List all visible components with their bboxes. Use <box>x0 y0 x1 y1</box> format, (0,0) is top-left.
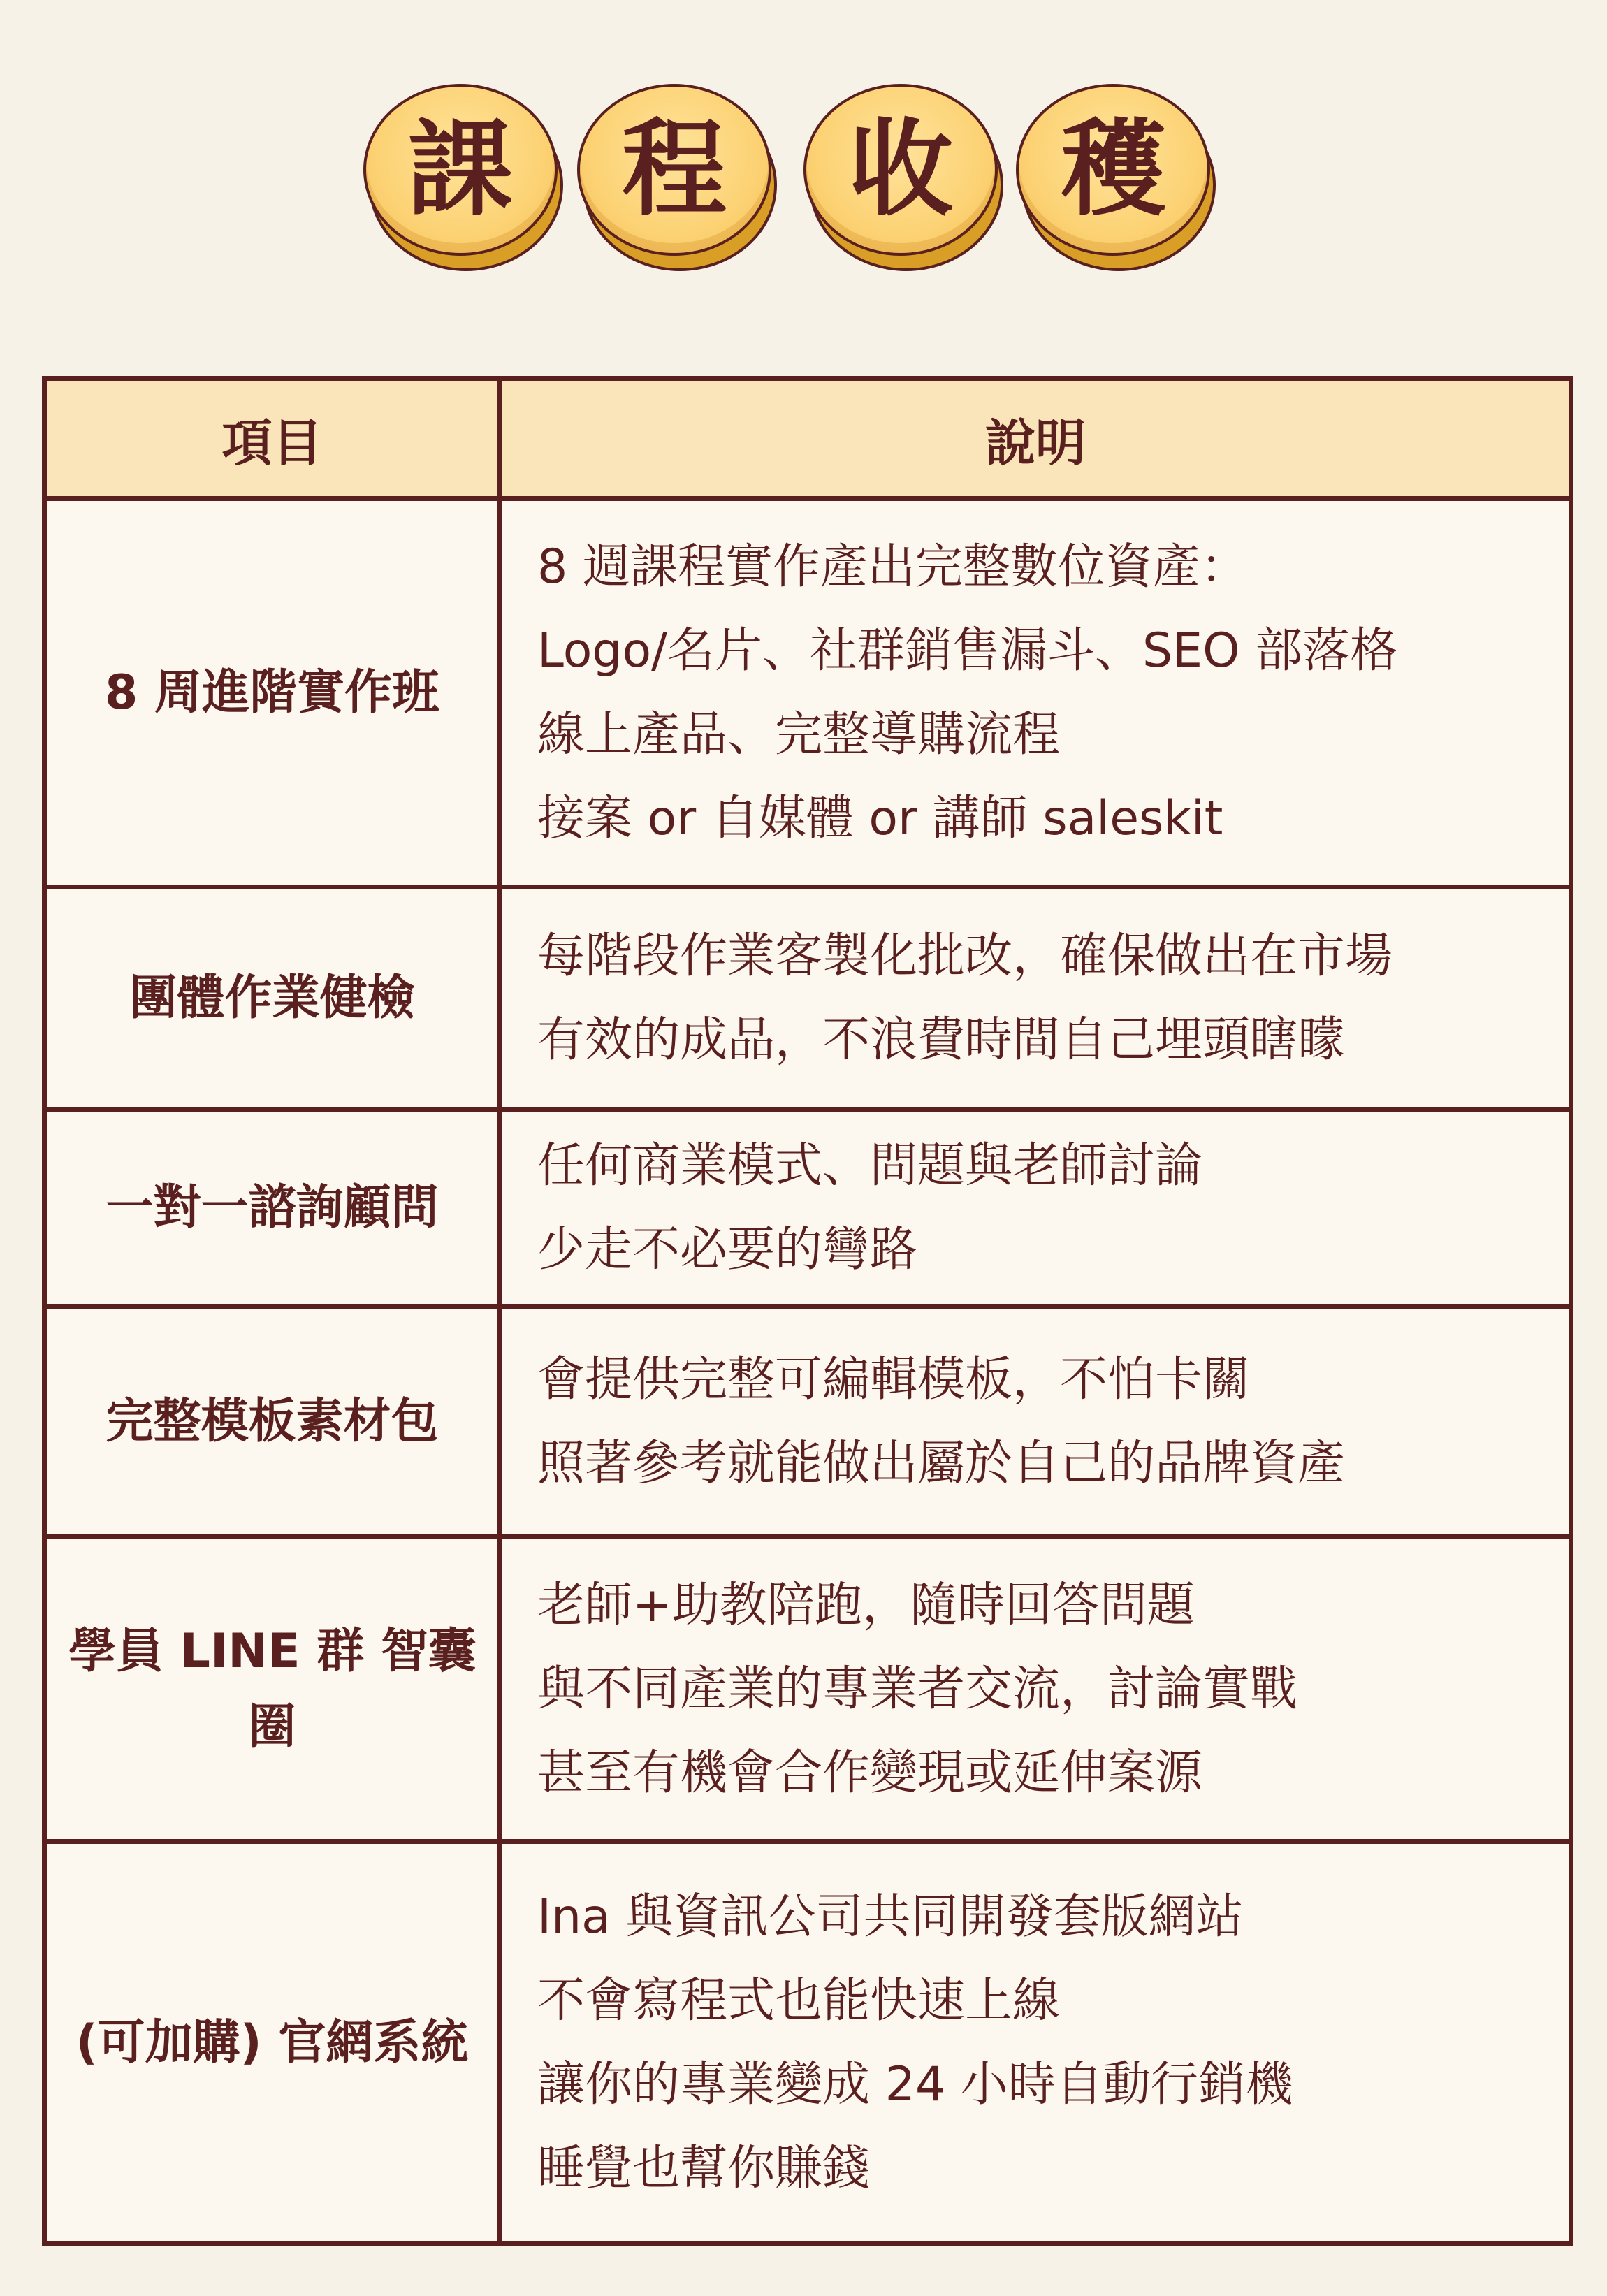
title-char: 課 <box>407 109 513 231</box>
description-line: 與不同產業的專業者交流，討論實戰 <box>537 1661 1298 1717</box>
item-cell <box>45 1110 500 1307</box>
description-cell <box>500 1110 1571 1307</box>
item-label: 智囊圈 <box>248 1623 477 1754</box>
item-cell <box>45 1537 500 1842</box>
title-coin-4 <box>1016 84 1216 271</box>
table-row <box>45 1537 1571 1842</box>
title-coin-3 <box>804 84 1003 271</box>
description-line: 照著參考就能做出屬於自己的品牌資產 <box>537 1435 1346 1491</box>
description-cell <box>500 1307 1571 1537</box>
description-line: 接案 or 自媒體 or 講師 saleskit <box>537 790 1223 846</box>
description-line: 不會寫程式也能快速上線 <box>537 1972 1061 2028</box>
header-item: 項目 <box>45 379 500 499</box>
description-line: 8 週課程實作產出完整數位資產： <box>537 539 1248 595</box>
description-cell <box>500 1537 1571 1842</box>
item-cell <box>45 1307 500 1537</box>
description-line: 線上產品、完整導購流程 <box>537 706 1061 762</box>
table-row <box>45 1307 1571 1537</box>
item-label: 學員 LINE 群 <box>68 1623 365 1679</box>
title-char: 程 <box>621 109 727 231</box>
description-cell <box>500 499 1571 887</box>
description-line: 讓你的專業變成 24 小時自動行銷機 <box>537 2056 1293 2112</box>
item-label: 官網系統 <box>278 2014 469 2070</box>
item-cell <box>45 887 500 1110</box>
description-line: 少走不必要的彎路 <box>537 1221 918 1277</box>
title-coin-2 <box>577 84 777 271</box>
table-row <box>45 1110 1571 1307</box>
title-char: 穫 <box>1060 109 1165 231</box>
description-line: 老師+助教陪跑，隨時回答問題 <box>537 1577 1195 1633</box>
description-line: 每階段作業客製化批改，確保做出在市場 <box>537 928 1393 984</box>
title-char: 收 <box>848 109 953 231</box>
description-line: Logo/名片、社群銷售漏斗、SEO 部落格 <box>537 623 1398 678</box>
item-cell <box>45 499 500 887</box>
item-label: 完整模板素材包 <box>106 1393 439 1449</box>
description-line: 睡覺也幫你賺錢 <box>537 2140 871 2196</box>
table-row <box>45 499 1571 887</box>
header-description: 說明 <box>500 379 1571 499</box>
table-row <box>45 887 1571 1110</box>
description-line: 會提供完整可編輯模板，不怕卡關 <box>537 1351 1251 1407</box>
item-cell <box>45 1842 500 2244</box>
table-header-row <box>45 379 1571 499</box>
description-line: Ina 與資訊公司共同開發套版網站 <box>537 1889 1244 1945</box>
title-coin-1 <box>363 84 563 271</box>
item-label: 一對一諮詢顧問 <box>106 1179 439 1235</box>
description-line: 任何商業模式、問題與老師討論 <box>537 1138 1203 1193</box>
item-label: 團體作業健檢 <box>129 970 415 1026</box>
description-line: 有效的成品，不浪費時間自己埋頭瞎矇 <box>537 1012 1346 1068</box>
course-outcomes-table <box>42 376 1573 2246</box>
table-row <box>45 1842 1571 2244</box>
page-title <box>363 84 1244 286</box>
item-label: (可加購) <box>75 2014 262 2070</box>
description-line: 甚至有機會合作變現或延伸案源 <box>537 1745 1203 1801</box>
description-cell <box>500 887 1571 1110</box>
description-cell <box>500 1842 1571 2244</box>
item-label: 8 周進階實作班 <box>105 664 439 720</box>
